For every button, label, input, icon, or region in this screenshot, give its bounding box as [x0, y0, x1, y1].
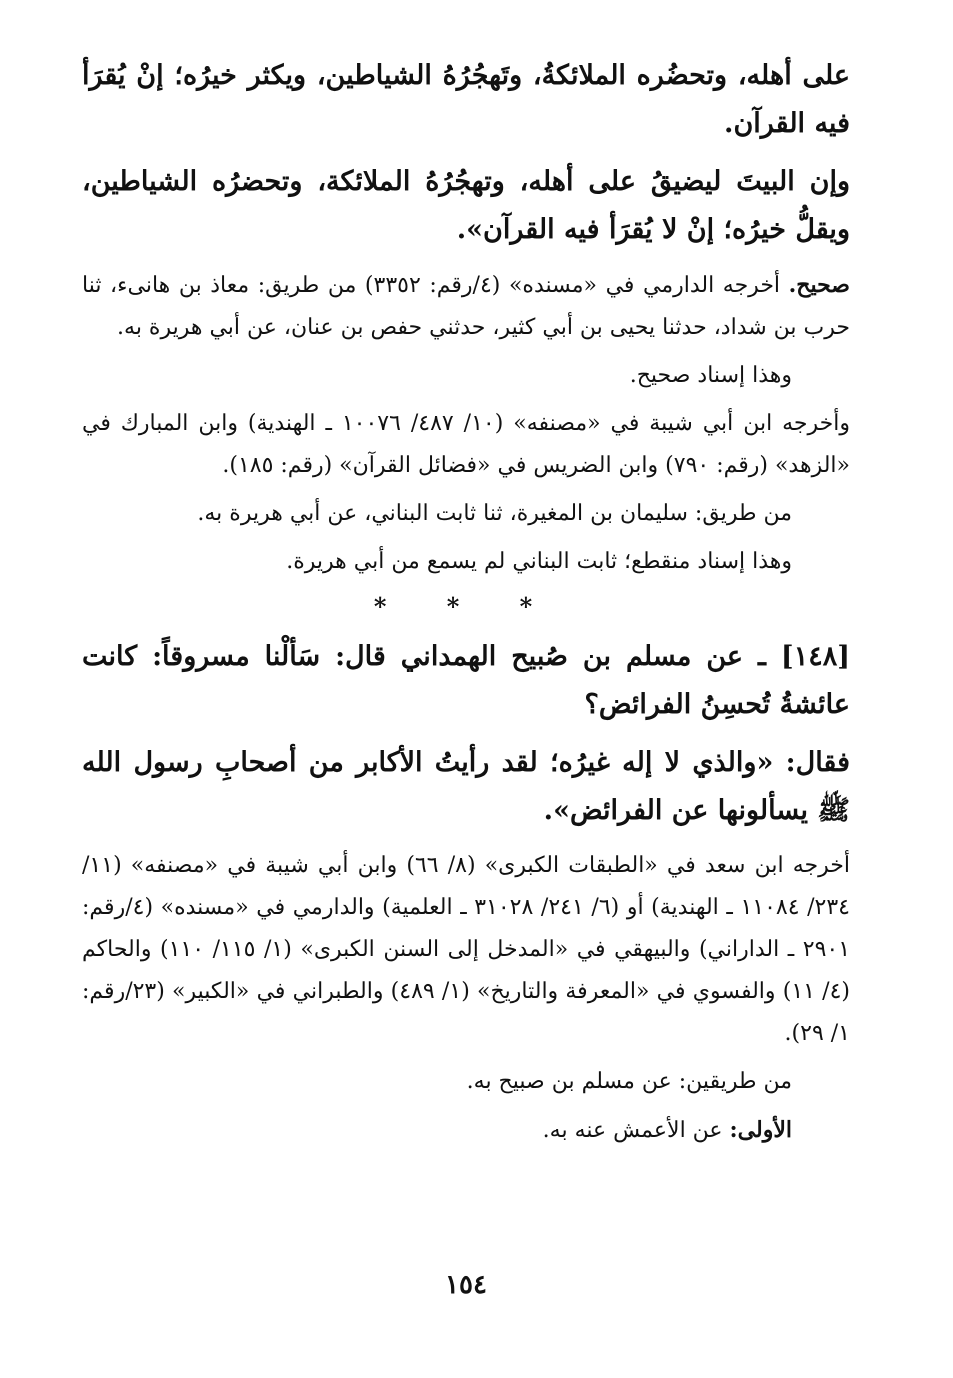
- hadith-text-second-part: وإن البيتَ ليضيقُ على أهله، وتهجُرُهُ الملائكة، وتحضرُه الشياطين، ويقلُّ خيرُه؛ إنْ لا يُقرَأ فيه القرآن».: [82, 166, 850, 245]
- section-divider: * * *: [373, 592, 559, 621]
- book-page: [82, 52, 850, 1372]
- takhrij-paragraph: وأخرجه ابن أبي شيبة في «مصنفه» (١٠/ ٤٨٧/ ١٠٠٧٦ ـ الهندية) وابن المبارك في «الزهد» (رقم: ٧٩٠) وابن الضريس في «فضائل القرآن» (رقم: ١٨٥).: [82, 411, 851, 478]
- chains-148: من طريقين: عن مسلم بن صبيح به.: [466, 1069, 792, 1094]
- isnad-verdict: وهذا إسناد صحيح.: [629, 363, 792, 388]
- page-number: ١٥٤: [445, 1270, 487, 1300]
- first-chain-label: الأولى:: [729, 1117, 792, 1143]
- hadith-text-continuation: على أهله، وتحضُره الملائكةُ، وتَهجُرُهُ الشياطين، ويكثر خيرُه؛ إنْ يُقرَأ فيه القرآن.: [82, 60, 850, 139]
- first-chain-text: عن الأعمش عنه به.: [542, 1118, 730, 1143]
- grading-text: أخرجه الدارمي في «مسنده» (٤/رقم: ٣٣٥٢) من طريق: معاذ بن هانىء، ثنا حرب بن شداد، حدثنا يحيى بن أبي كثير، حدثني حفص بن عنان، عن أبي هريرة به.: [82, 273, 850, 340]
- hadith-148-text: فقال: «والذي لا إله غيرُه؛ لقد رأيتُ الأكابر من أصحابِ رسول الله ﷺ يسألونها عن الفرائض».: [82, 747, 850, 826]
- isnad-note: وهذا إسناد منقطع؛ ثابت البناني لم يسمع من أبي هريرة.: [286, 549, 792, 574]
- hadith-148-intro: [١٤٨] ـ عن مسلم بن صُبيح الهمداني قال: سَألْنا مسروقاً: كانت عائشةُ تُحسِنُ الفرائض؟: [82, 641, 850, 720]
- grading-paragraph: [82, 264, 850, 349]
- chain-paragraph: من طريق: سليمان بن المغيرة، ثنا ثابت البناني، عن أبي هريرة به.: [197, 501, 792, 526]
- grading-label: صحيح.: [788, 272, 850, 298]
- takhrij-148: أخرجه ابن سعد في «الطبقات الكبرى» (٨/ ٦٦) وابن أبي شيبة في «مصنفه» (١١/ ٢٣٤/ ١١٠٨٤ ـ الهندية) أو (٦/ ٢٤١/ ٣١٠٢٨ ـ العلمية) والدارمي في «مسنده» (٤/رقم: ٢٩٠١ ـ الداراني) والبيهقي في «المدخل إلى السنن الكبرى» (١/ ١١٥/ ١١٠) والحاكم (٤/ ١١) والفسوي في «المعرفة والتاريخ» (١/ ٤٨٩) والطبراني في «الكبير» (٢٣/رقم: ١/ ٢٩).: [82, 853, 851, 1046]
- first-chain-148: [82, 1109, 850, 1152]
